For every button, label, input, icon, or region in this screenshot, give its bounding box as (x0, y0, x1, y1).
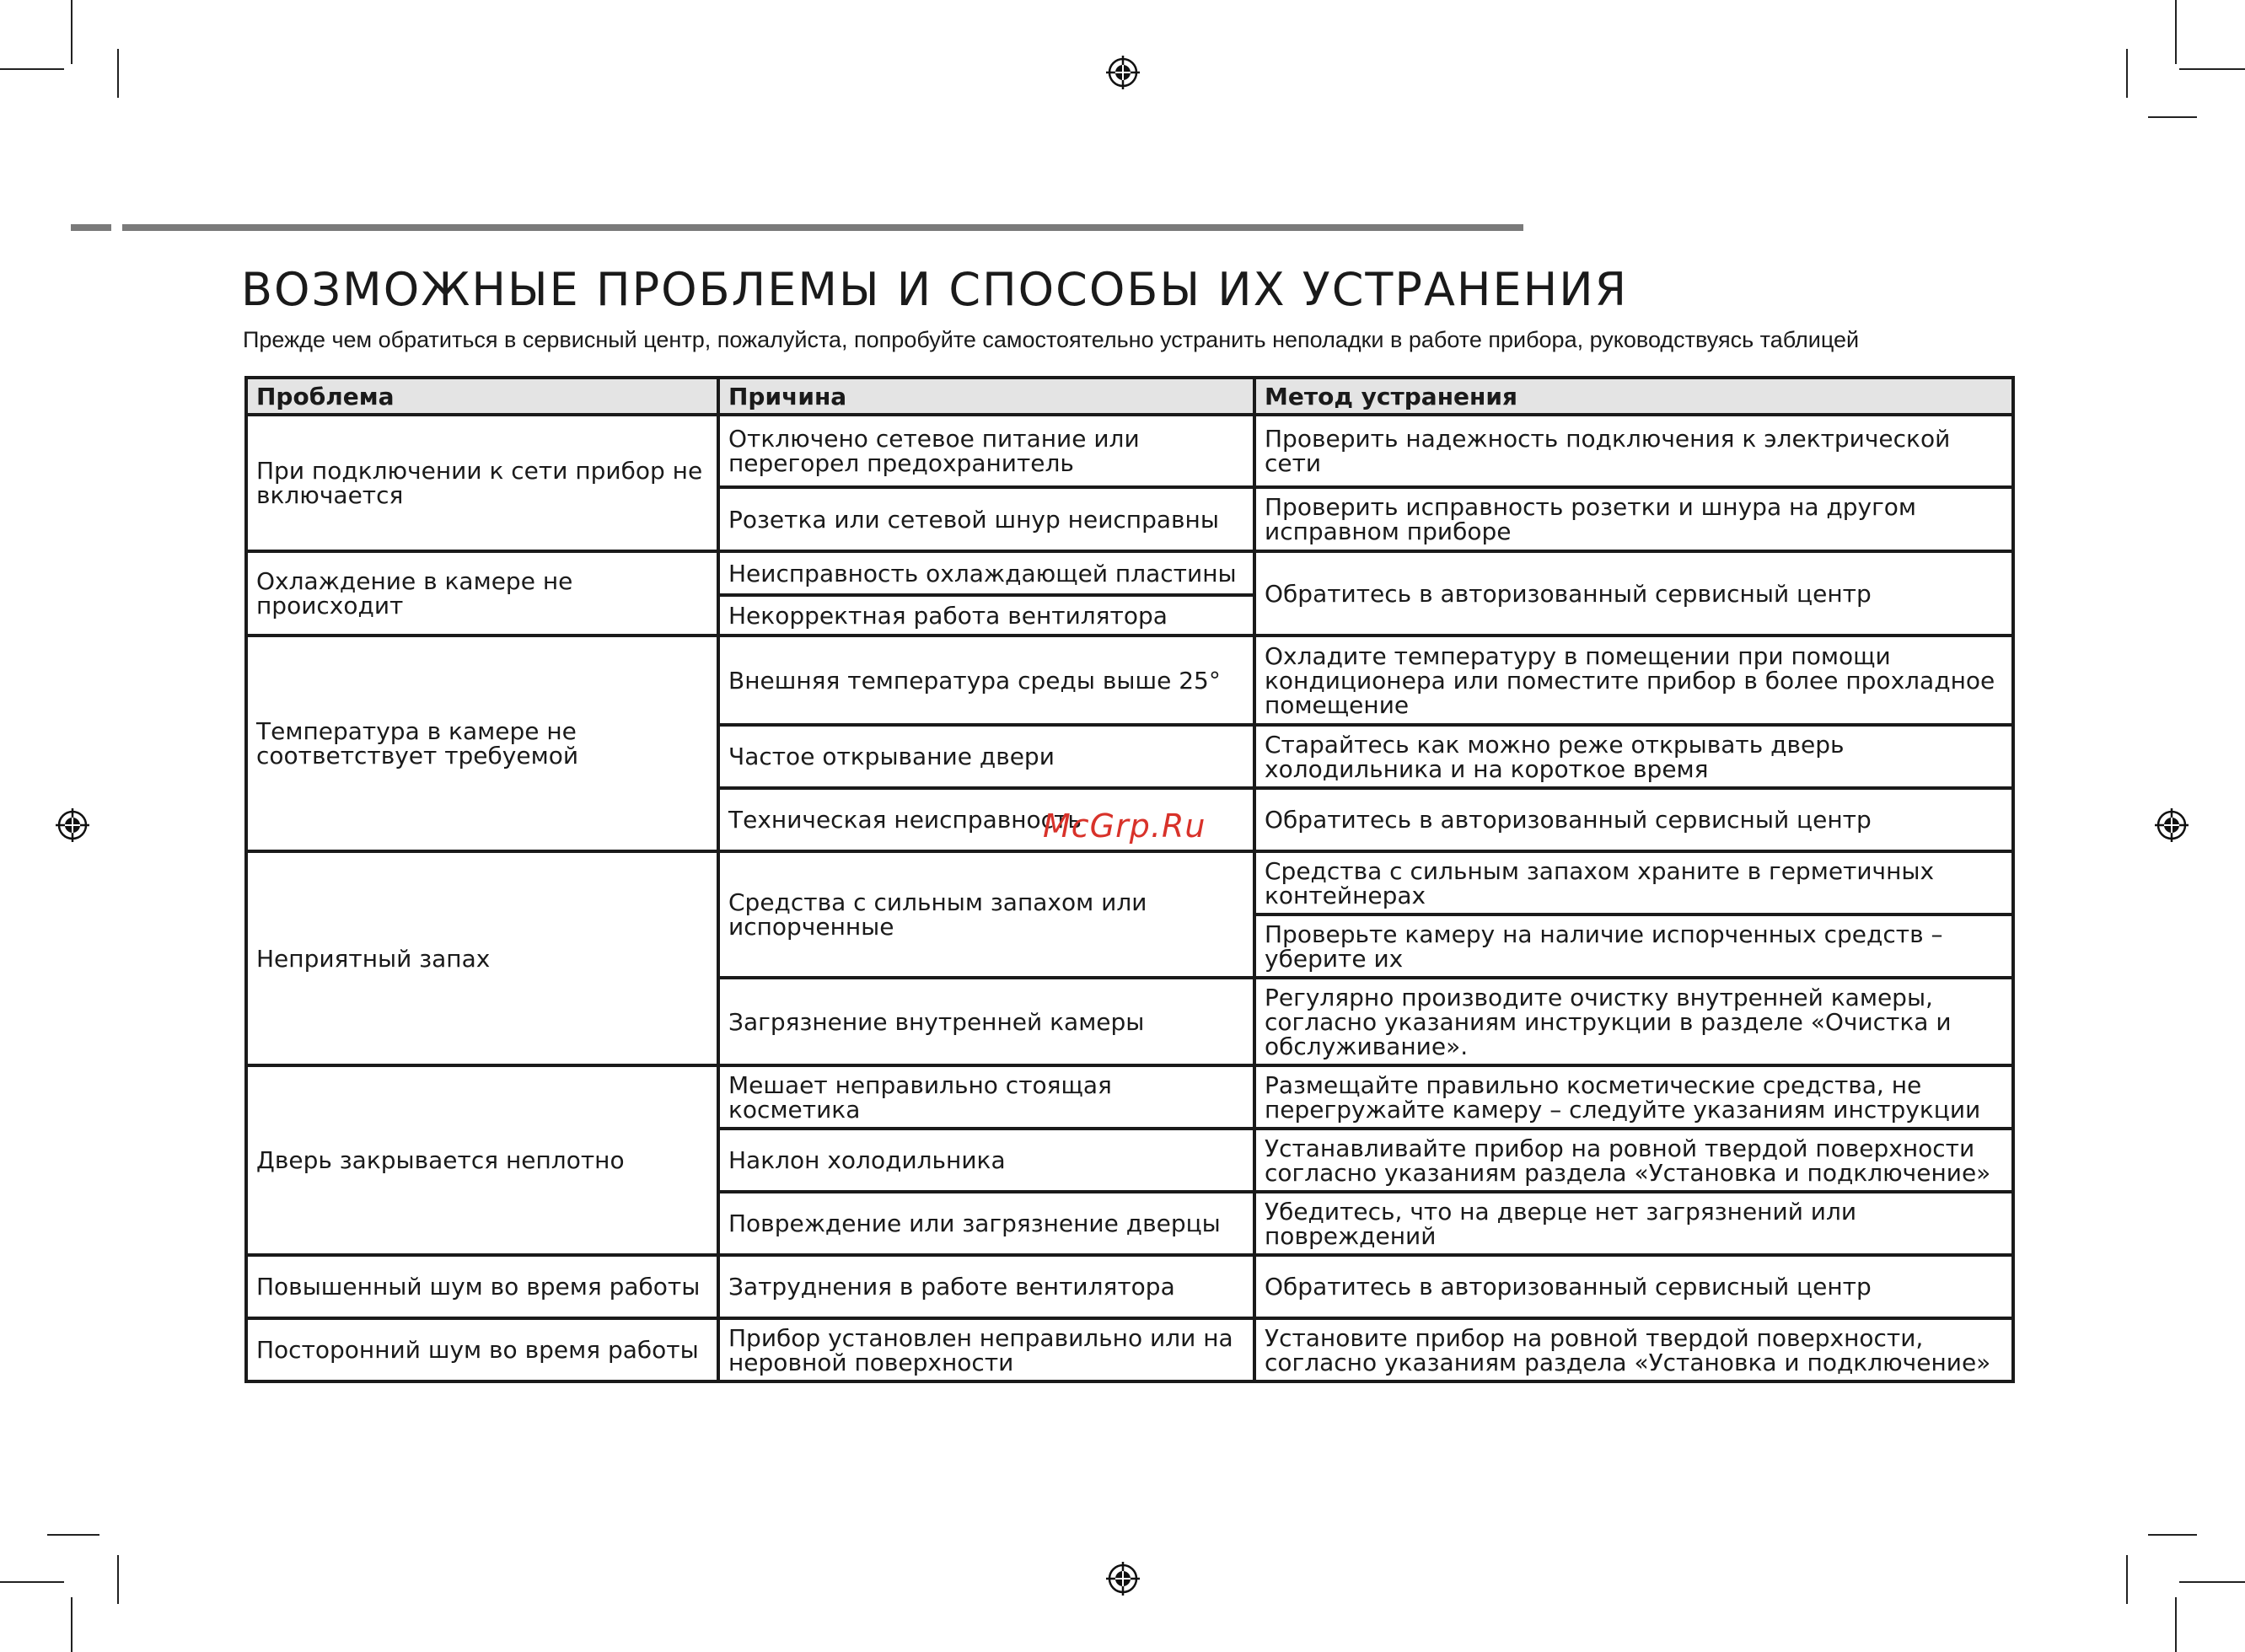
cause-cell: Прибор установлен неправильно или на неровной поверхности (718, 1318, 1254, 1381)
crop-mark (117, 1555, 119, 1604)
crop-mark (47, 1534, 99, 1536)
crop-mark (2148, 1534, 2197, 1536)
crop-mark (0, 68, 64, 70)
crop-mark (2126, 1555, 2128, 1604)
solution-cell: Охладите температуру в помещении при помощи кондиционера или поместите прибор в более прохладное помещение (1254, 636, 2013, 725)
solution-cell: Старайтесь как можно реже открывать дверь холодильника и на короткое время (1254, 725, 2013, 788)
crop-mark (2179, 68, 2245, 70)
table-row (246, 415, 2013, 487)
solution-cell: Размещайте правильно косметические средства, не перегружайте камеру – следуйте указаниям инструкции (1254, 1065, 2013, 1129)
header-cause: Причина (718, 378, 1254, 415)
crop-mark (0, 1581, 64, 1583)
solution-cell: Убедитесь, что на дверце нет загрязнений или повреждений (1254, 1192, 2013, 1255)
table-row (246, 1065, 2013, 1129)
problem-cell: Охлаждение в камере не происходит (246, 551, 718, 636)
solution-cell: Обратитесь в авторизованный сервисный центр (1254, 1255, 2013, 1318)
solution-cell: Проверьте камеру на наличие испорченных средств – уберите их (1254, 914, 2013, 978)
problem-cell: Неприятный запах (246, 851, 718, 1065)
crop-mark (2148, 116, 2197, 118)
solution-cell: Обратитесь в авторизованный сервисный центр (1254, 788, 2013, 851)
table-row (246, 636, 2013, 725)
problem-cell: Температура в камере не соответствует требуемой (246, 636, 718, 851)
cause-cell: Неисправность охлаждающей пластины (718, 551, 1254, 595)
crop-mark (2126, 49, 2128, 98)
solution-cell: Проверить исправность розетки и шнура на другом исправном приборе (1254, 487, 2013, 551)
cause-cell: Затруднения в работе вентилятора (718, 1255, 1254, 1318)
problem-cell: Повышенный шум во время работы (246, 1255, 718, 1318)
crop-mark (2175, 1597, 2177, 1652)
table-row (246, 1255, 2013, 1318)
solution-cell: Обратитесь в авторизованный сервисный центр (1254, 551, 2013, 636)
page-subtitle: Прежде чем обратиться в сервисный центр, пожалуйста, попробуйте самостоятельно устранить неполадки в работе прибора, руководствуясь таблицей (243, 327, 1860, 352)
problem-cell: Дверь закрывается неплотно (246, 1065, 718, 1255)
cause-cell: Средства с сильным запахом или испорченные (718, 851, 1254, 978)
registration-mark-icon (1106, 1562, 1140, 1596)
troubleshooting-table (244, 376, 2015, 1383)
cause-cell: Розетка или сетевой шнур неисправны (718, 487, 1254, 551)
problem-cell: Посторонний шум во время работы (246, 1318, 718, 1381)
header-rule (122, 224, 1523, 231)
cause-cell: Техническая неисправность (718, 788, 1254, 851)
cause-cell: Загрязнение внутренней камеры (718, 978, 1254, 1065)
problem-cell: При подключении к сети прибор не включается (246, 415, 718, 551)
cause-cell: Отключено сетевое питание или перегорел предохранитель (718, 415, 1254, 487)
table-row (246, 851, 2013, 914)
crop-mark (117, 49, 119, 98)
header-rule-short (71, 224, 111, 231)
solution-cell: Регулярно производите очистку внутренней камеры, согласно указаниям инструкции в разделе «Очистка и обслуживание». (1254, 978, 2013, 1065)
registration-mark-icon (2155, 808, 2189, 842)
table-row (246, 551, 2013, 595)
solution-cell: Средства с сильным запахом храните в герметичных контейнерах (1254, 851, 2013, 914)
cause-cell: Наклон холодильника (718, 1129, 1254, 1192)
solution-cell: Установите прибор на ровной твердой поверхности, согласно указаниям раздела «Установка и подключение» (1254, 1318, 2013, 1381)
cause-cell: Частое открывание двери (718, 725, 1254, 788)
page-title: ВОЗМОЖНЫЕ ПРОБЛЕМЫ И СПОСОБЫ ИХ УСТРАНЕНИЯ (241, 263, 1629, 316)
registration-mark-icon (56, 808, 89, 842)
cause-cell: Мешает неправильно стоящая косметика (718, 1065, 1254, 1129)
crop-mark (2175, 0, 2177, 64)
cause-cell: Внешняя температура среды выше 25° (718, 636, 1254, 725)
header-solution: Метод устранения (1254, 378, 2013, 415)
crop-mark (2179, 1581, 2245, 1583)
crop-mark (71, 0, 73, 64)
table-row (246, 1318, 2013, 1381)
cause-cell: Некорректная работа вентилятора (718, 595, 1254, 636)
header-problem: Проблема (246, 378, 718, 415)
solution-cell: Проверить надежность подключения к электрической сети (1254, 415, 2013, 487)
cause-cell: Повреждение или загрязнение дверцы (718, 1192, 1254, 1255)
solution-cell: Устанавливайте прибор на ровной твердой поверхности согласно указаниям раздела «Установка и подключение» (1254, 1129, 2013, 1192)
registration-mark-icon (1106, 56, 1140, 89)
watermark: McGrp.Ru (1043, 807, 1206, 845)
table-header-row (246, 378, 2013, 415)
crop-mark (71, 1597, 73, 1652)
